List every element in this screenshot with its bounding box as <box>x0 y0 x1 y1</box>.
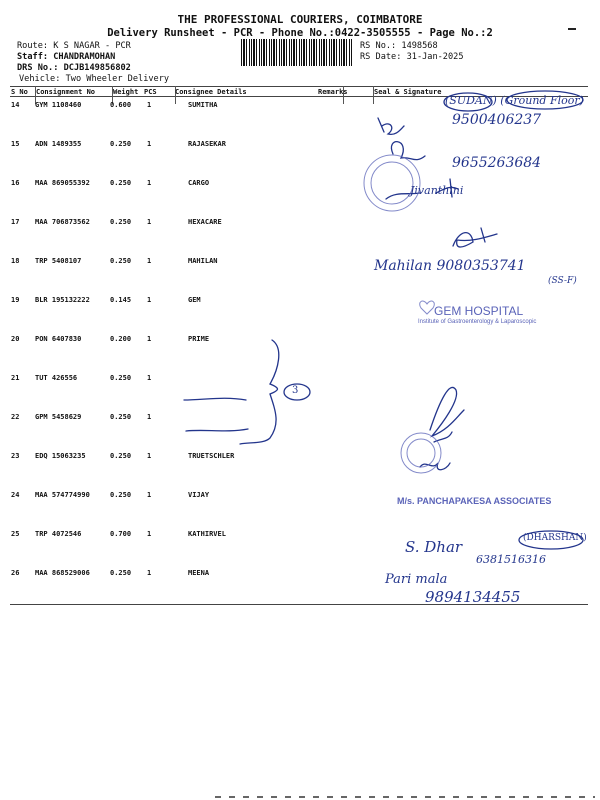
signature-mark <box>391 142 425 160</box>
row-wt: 0.250 <box>110 452 132 460</box>
row-pcs: 1 <box>147 101 152 109</box>
row-pcs: 1 <box>147 491 152 499</box>
row-sno: 15 <box>11 140 20 148</box>
row-wt: 0.145 <box>110 296 132 304</box>
row-wt: 0.250 <box>110 374 132 382</box>
signature-mark <box>430 387 464 442</box>
row-wt: 0.250 <box>110 179 132 187</box>
row-wt: 0.250 <box>110 257 132 265</box>
route-value: K S NAGAR - PCR <box>53 41 131 51</box>
gem-logo-icon <box>420 301 435 314</box>
route-line: Route: K S NAGAR - PCR <box>17 41 131 51</box>
row-sno: 14 <box>11 101 20 109</box>
row-pcs: 1 <box>147 335 152 343</box>
round-stamp <box>407 439 435 467</box>
row-cn: GYM 1108460 <box>35 101 82 109</box>
col-seal: Seal & Signature <box>374 88 442 96</box>
row-pcs: 1 <box>147 530 152 538</box>
handwritten-name: Pari mala <box>385 572 448 587</box>
staff-value: CHANDRAMOHAN <box>53 52 116 62</box>
page-footer-rule <box>215 796 595 798</box>
rs-date-line: RS Date: 31-Jan-2025 <box>360 52 464 62</box>
signature-mark <box>453 228 497 247</box>
drs-value: DCJB149856802 <box>63 63 131 73</box>
handwritten-phone: 6381516316 <box>476 553 546 566</box>
drs-line: DRS No.: DCJB149856802 <box>17 63 131 73</box>
panchapakesa-stamp: M/s. PANCHAPAKESA ASSOCIATES <box>397 496 552 506</box>
row-wt: 0.250 <box>110 491 132 499</box>
row-cn: PON 6407830 <box>35 335 82 343</box>
gem-stamp-title: GEM HOSPITAL <box>434 304 524 318</box>
row-sno: 22 <box>11 413 20 421</box>
row-name: MAHILAN <box>188 257 218 265</box>
row-cn: TUT 426556 <box>35 374 78 382</box>
row-cn: GPM 5458629 <box>35 413 82 421</box>
row-wt: 0.600 <box>110 101 132 109</box>
row-sno: 21 <box>11 374 20 382</box>
row-pcs: 1 <box>147 257 152 265</box>
signature-mark <box>184 398 246 400</box>
row-pcs: 1 <box>147 140 152 148</box>
handwritten-phone: 9500406237 <box>452 112 542 128</box>
col-weight: Weight <box>113 88 139 96</box>
row-wt: 0.200 <box>110 335 132 343</box>
col-sno: S No <box>11 88 28 96</box>
handwritten-phone: 9894134455 <box>425 588 521 606</box>
rs-no-line: RS No.: 1498568 <box>360 41 438 51</box>
row-pcs: 1 <box>147 296 152 304</box>
row-name: MEENA <box>188 569 210 577</box>
row-pcs: 1 <box>147 569 152 577</box>
rs-date-value: 31-Jan-2025 <box>406 52 464 62</box>
row-name: SUMITHA <box>188 101 218 109</box>
row-pcs: 1 <box>147 452 152 460</box>
round-stamp <box>371 162 413 204</box>
signature-mark <box>378 118 404 134</box>
handwritten-name: (DHARSHAN) <box>523 533 587 543</box>
handwritten-note: (SS-F) <box>548 276 577 286</box>
rs-no-value: 1498568 <box>401 41 438 51</box>
row-pcs: 1 <box>147 179 152 187</box>
row-cn: MAA 574774990 <box>35 491 90 499</box>
row-name: RAJASEKAR <box>188 140 226 148</box>
gem-stamp-subtitle: Institute of Gastroenterology & Laparoscopic <box>418 319 537 325</box>
row-sno: 24 <box>11 491 20 499</box>
row-name: VIJAY <box>188 491 210 499</box>
bracket-stroke <box>240 340 279 444</box>
row-sno: 16 <box>11 179 20 187</box>
row-name: PRIME <box>188 335 210 343</box>
runsheet-subtitle: Delivery Runsheet - PCR - Phone No.:0422-3505555 - Page No.:2 <box>107 27 493 39</box>
row-wt: 0.250 <box>110 569 132 577</box>
row-wt: 0.250 <box>110 413 132 421</box>
row-pcs: 1 <box>147 374 152 382</box>
signature-mark <box>186 429 248 431</box>
row-wt: 0.700 <box>110 530 132 538</box>
row-cn: BLR 195132222 <box>35 296 90 304</box>
col-consignment: Consignment No <box>36 88 96 96</box>
row-name: HEXACARE <box>188 218 222 226</box>
handwritten-note: (SUDAN) (Ground Floor) <box>445 94 584 107</box>
row-wt: 0.250 <box>110 140 132 148</box>
row-cn: ADN 1489355 <box>35 140 82 148</box>
row-pcs: 1 <box>147 218 152 226</box>
row-cn: TRP 5408107 <box>35 257 82 265</box>
row-cn: MAA 706873562 <box>35 218 90 226</box>
row-name: GEM <box>188 296 201 304</box>
row-sno: 17 <box>11 218 20 226</box>
row-pcs: 1 <box>147 413 152 421</box>
row-sno: 25 <box>11 530 20 538</box>
row-cn: TRP 4072546 <box>35 530 82 538</box>
handwritten-phone: Mahilan 9080353741 <box>374 258 526 274</box>
col-consignee: Consignee Details <box>175 88 247 96</box>
bracket-count: 3 <box>292 385 299 396</box>
row-sno: 26 <box>11 569 20 577</box>
company-title: THE PROFESSIONAL COURIERS, COIMBATORE <box>177 13 423 26</box>
row-cn: MAA 869055392 <box>35 179 90 187</box>
row-sno: 23 <box>11 452 20 460</box>
round-stamp <box>364 155 420 211</box>
handwritten-name: Jivanthini <box>410 184 464 197</box>
row-sno: 19 <box>11 296 20 304</box>
row-wt: 0.250 <box>110 218 132 226</box>
vehicle-line: Vehicle: Two Wheeler Delivery <box>19 74 170 84</box>
col-pcs: PCS <box>144 88 157 96</box>
row-sno: 20 <box>11 335 20 343</box>
staff-line: Staff: CHANDRAMOHAN <box>17 52 116 62</box>
col-remarks: Remarks <box>318 88 348 96</box>
handwritten-phone: 9655263684 <box>452 155 542 171</box>
row-name: KATHIRVEL <box>188 530 226 538</box>
row-name: TRUETSCHLER <box>188 452 235 460</box>
handwritten-name: S. Dhar <box>405 538 463 556</box>
row-name: CARGO <box>188 179 210 187</box>
row-cn: MAA 868529006 <box>35 569 90 577</box>
row-cn: EDQ 15063235 <box>35 452 86 460</box>
row-sno: 18 <box>11 257 20 265</box>
vehicle-value: Two Wheeler Delivery <box>65 74 170 84</box>
